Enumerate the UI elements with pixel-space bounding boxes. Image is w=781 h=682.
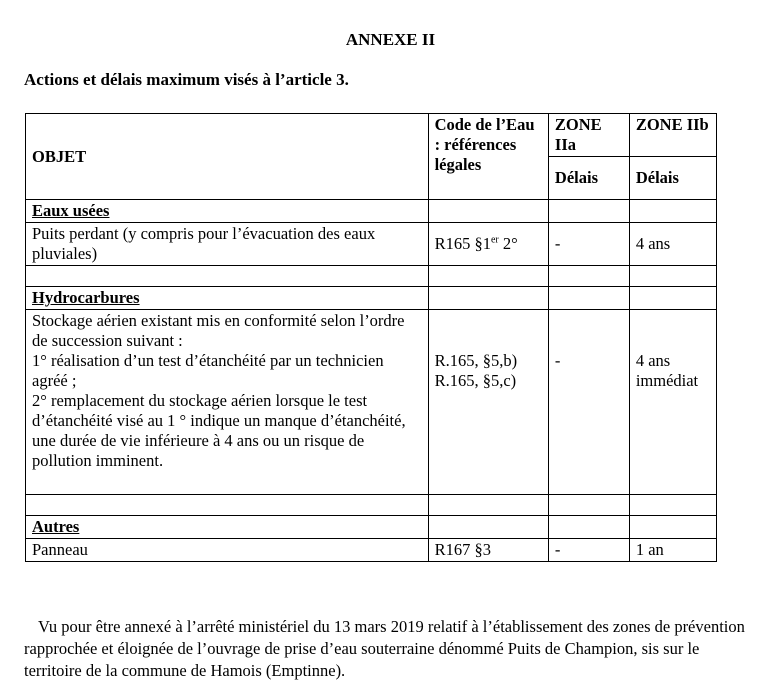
section-row	[26, 516, 717, 539]
code-suffix: 2°	[498, 234, 518, 253]
stockage-delai-2: immédiat	[635, 371, 699, 390]
header-zone-2b: ZONE IIb	[629, 114, 716, 157]
empty-cell	[629, 495, 716, 516]
empty-cell	[629, 266, 716, 287]
empty-cell	[548, 287, 629, 310]
empty-cell	[26, 266, 429, 287]
empty-cell	[26, 495, 429, 516]
row-stockage-objet	[26, 310, 429, 495]
section-eaux-usees: Eaux usées	[26, 200, 429, 223]
actions-table	[25, 113, 717, 562]
empty-row	[26, 266, 717, 287]
stockage-code-2: R.165, §5,c)	[434, 371, 517, 390]
row-panneau-zone-2a: -	[548, 539, 629, 562]
row-puits-zone-2b: 4 ans	[629, 223, 716, 266]
row-puits-objet: Puits perdant (y compris pour l’évacuation des eaux pluviales)	[26, 223, 429, 266]
header-row	[26, 114, 717, 157]
row-puits-code	[428, 223, 548, 266]
code-superscript: er	[490, 234, 499, 246]
header-code: Code de l’Eau : références légales	[428, 114, 548, 200]
empty-row	[26, 495, 717, 516]
header-zone-2a: ZONE IIa	[548, 114, 629, 157]
row-puits-zone-2a: -	[548, 223, 629, 266]
empty-cell	[548, 266, 629, 287]
table-row	[26, 539, 717, 562]
annex-subtitle: Actions et délais maximum visés à l’article 3.	[24, 70, 349, 89]
section-hydrocarbures: Hydrocarbures	[26, 287, 429, 310]
empty-cell	[548, 495, 629, 516]
header-objet: OBJET	[26, 114, 429, 200]
row-stockage-zone-2b	[629, 310, 716, 495]
section-row	[26, 287, 717, 310]
row-panneau-objet: Panneau	[26, 539, 429, 562]
row-panneau-code: R167 §3	[428, 539, 548, 562]
header-delais-2b: Délais	[629, 157, 716, 200]
stockage-code-1: R.165, §5,b)	[434, 351, 518, 370]
empty-cell	[428, 287, 548, 310]
section-autres: Autres	[26, 516, 429, 539]
empty-cell	[629, 516, 716, 539]
empty-cell	[629, 287, 716, 310]
empty-cell	[428, 516, 548, 539]
stockage-delai-1: 4 ans	[635, 351, 671, 370]
empty-cell	[428, 266, 548, 287]
row-panneau-zone-2b: 1 an	[629, 539, 716, 562]
empty-cell	[428, 200, 548, 223]
table-row	[26, 223, 717, 266]
annex-title: ANNEXE II	[345, 30, 436, 49]
footer-paragraph: Vu pour être annexé à l’arrêté ministériel du 13 mars 2019 relatif à l’établissement des zones de prévention rapprochée et éloignée de l’ouvrage de prise d’eau souterraine dénommé Puits de Champion, sis sur le territoire de la commune de Hamois (Emptinne).	[24, 616, 745, 680]
stockage-line-2: 1° réalisation d’un test d’étanchéité par un technicien agréé ;	[32, 351, 384, 390]
code-prefix: R165 §1	[434, 234, 491, 253]
stockage-line-1: Stockage aérien existant mis en conformité selon l’ordre de succession suivant :	[32, 311, 405, 350]
empty-cell	[428, 495, 548, 516]
empty-cell	[629, 200, 716, 223]
stockage-line-3: 2° remplacement du stockage aérien lorsque le test d’étanchéité visé au 1 ° indique un manque d’étanchéité, une durée de vie inférieure à 4 ans ou un risque de pollution imminent.	[32, 391, 406, 470]
table-row	[26, 310, 717, 495]
header-delais-2a: Délais	[548, 157, 629, 200]
row-stockage-zone-2a: -	[548, 310, 629, 495]
empty-cell	[548, 516, 629, 539]
empty-cell	[548, 200, 629, 223]
row-stockage-code	[428, 310, 548, 495]
section-row	[26, 200, 717, 223]
